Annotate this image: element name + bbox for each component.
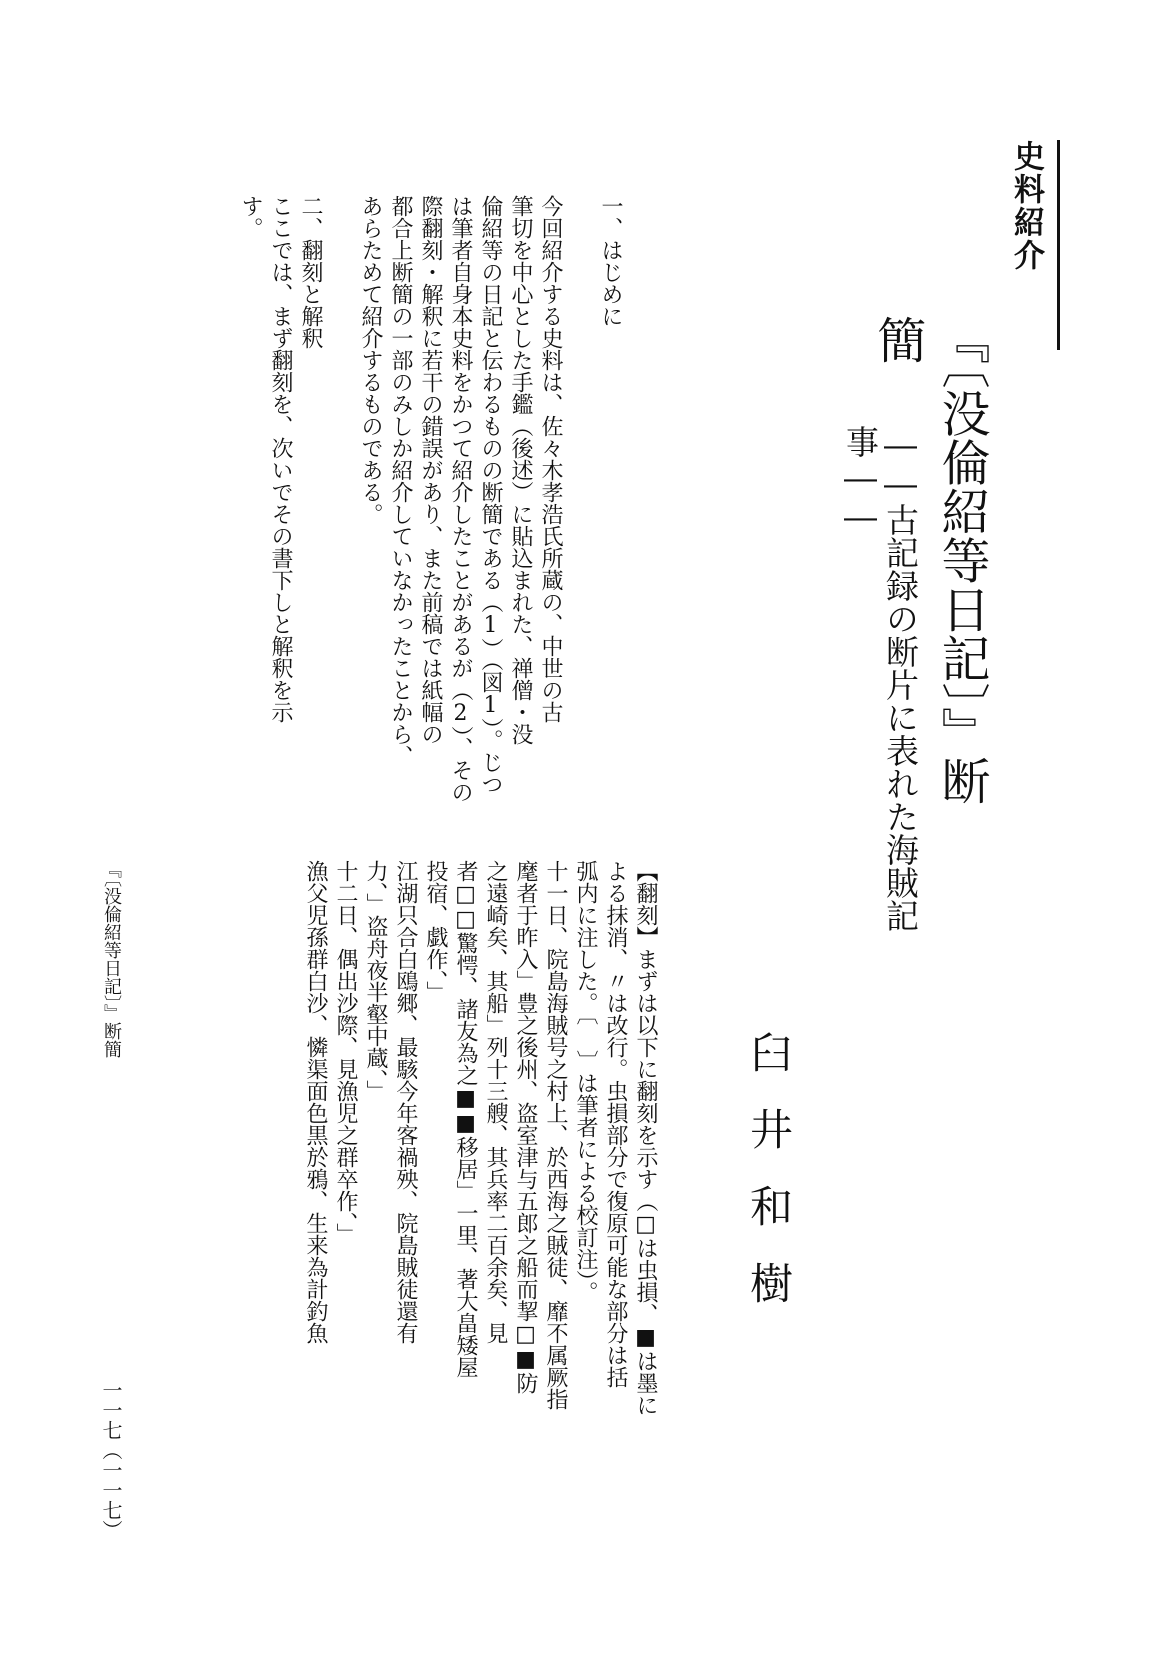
- transcription-line: 投宿、戯作、」: [423, 860, 448, 1003]
- transcription-line: 十二日、偶出沙際、見漁児之群卒作、」: [333, 860, 358, 1245]
- body-line: 倫紹等の日記と伝わるものの断簡である（1）（図1）。じつ: [478, 195, 503, 795]
- category-label: 史料紹介: [1010, 140, 1060, 350]
- transcription-intro-line: 【翻刻】まずは以下に翻刻を示す（□は虫損、■は墨に: [633, 860, 658, 1416]
- transcription-intro-line: 弧内に注した。〔 〕は筆者による校訂注）。: [573, 860, 598, 1303]
- section1-heading: 一、はじめに: [598, 195, 623, 327]
- transcription-line: 江湖只合白鴎郷、最駭今年客禍殃、院島賊徒還有: [393, 860, 418, 1344]
- transcription-line: 麾者于昨入」豊之後州、盗室津与五郎之船而挈□■防: [513, 860, 538, 1394]
- page-number: 一一七（一一七）: [99, 1380, 123, 1540]
- column-spacer: [325, 195, 355, 835]
- section-intro: [165, 195, 625, 835]
- body-line: 筆切を中心とした手鑑（後述）に貼込まれた、禅僧・没: [508, 195, 533, 745]
- page-subtitle: ――古記録の断片に表れた海賊記事――: [841, 425, 920, 932]
- transcription-intro-line: よる抹消、〃は改行。虫損部分で復原可能な部分は括: [603, 860, 628, 1388]
- body-line: あらためて紹介するものである。: [358, 195, 383, 525]
- body-line: 今回紹介する史料は、佐々木孝浩氏所蔵の、中世の古: [538, 195, 563, 723]
- page-title: 『〔没倫紹等日記〕』断簡: [870, 315, 991, 805]
- section2-heading: 二、翻刻と解釈: [298, 195, 323, 349]
- body-line: 際翻刻・解釈に若干の錯誤があり、また前稿では紙幅の: [418, 195, 443, 745]
- running-head: 『〔没倫紹等日記〕』断簡: [101, 860, 122, 1058]
- transcription-line: 力、」盗舟夜半壑中蔵、」: [363, 860, 388, 1102]
- body-line: ここでは、まず翻刻を、次いでその書下しと解釈を示: [268, 195, 293, 723]
- author-name: 臼井和樹: [743, 1030, 793, 1338]
- transcription-block: [165, 860, 660, 1420]
- body-line: は筆者自身本史料をかつて紹介したことがあるが（2）、その: [448, 195, 473, 803]
- transcription-line: 漁父児孫群白沙、憐渠面色黒於鴉、生来為計釣魚: [303, 860, 328, 1344]
- transcription-line: 十一日、院島海賊号之村上、於西海之賊徒、靡不属厥指: [543, 860, 568, 1410]
- body-line: す。: [238, 195, 263, 239]
- body-line: 都合上断簡の一部のみしか紹介していなかったことから、: [388, 195, 413, 767]
- transcription-line: 者□□驚愕、諸友為之■■移居」一里、著大畠矮屋: [453, 860, 478, 1378]
- column-spacer: [565, 195, 595, 835]
- transcription-line: 之遠崎矣、其船」列十三艘、其兵率二百余矣、見: [483, 860, 508, 1344]
